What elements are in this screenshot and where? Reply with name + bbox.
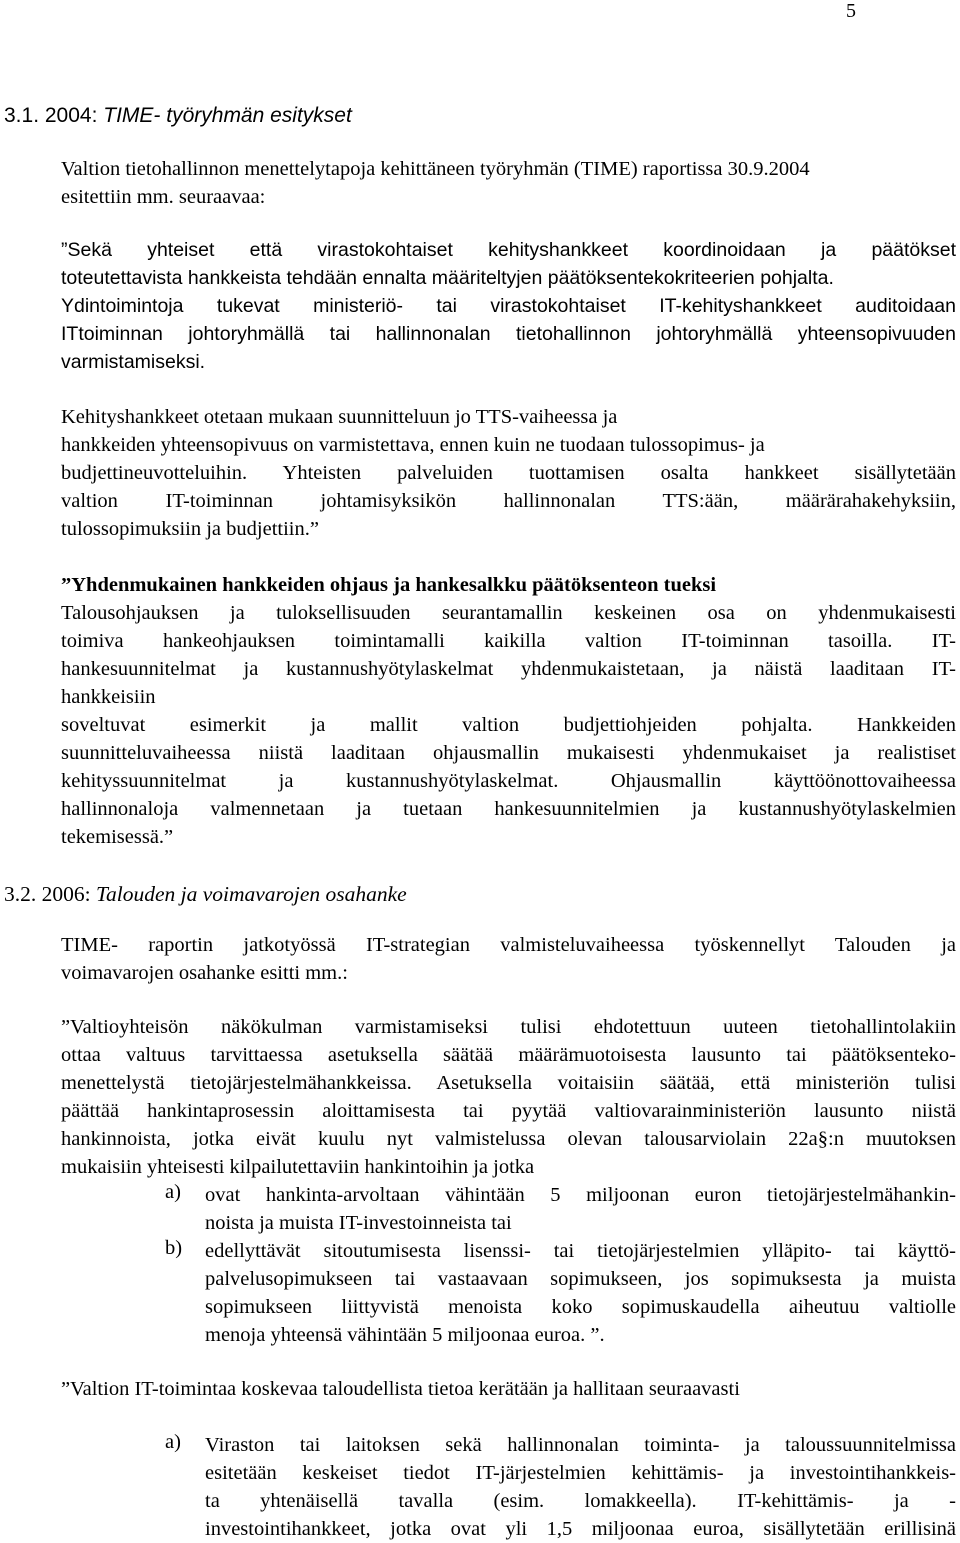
text-line: Kehityshankkeet otetaan mukaan suunnitteluun jo TTS-vaiheessa ja — [61, 406, 618, 428]
section-3-1-title: TIME- työryhmän esitykset — [103, 104, 352, 127]
text-line: voimavarojen osahanke esitti mm.: — [61, 962, 348, 984]
text-line: ”Valtion IT-toimintaa koskevaa taloudellista tietoa kerätään ja hallitaan seuraavasti — [61, 1378, 740, 1400]
page-number: 5 — [846, 0, 856, 22]
text-line: menettelystä tietojärjestelmähankkeissa. Asetuksella voitaisiin säätää, että ministeriön tulisi — [61, 1072, 956, 1094]
section-3-1-heading — [4, 104, 352, 128]
section-3-2-intro — [61, 931, 956, 987]
section-3-1-quote — [61, 236, 956, 376]
text-line: noista ja muista IT-investoinneista tai — [205, 1212, 512, 1234]
text-line: TIME- raportin jatkotyössä IT-strategian valmisteluvaiheessa työskennellyt Talouden ja — [61, 934, 956, 956]
text-line: tekemisessä.” — [61, 826, 174, 848]
text-line: ITtoiminnan johtoryhmällä tai hallinnonalan tietohallinnon johtoryhmällä yhteensopivuuden — [61, 323, 956, 345]
text-line: mukaisiin yhteisesti kilpailutettaviin hankintoihin ja jotka — [61, 1156, 535, 1178]
text-line: hankinnoista, jotka eivät kuulu nyt valmistelussa olevan talousarviolain 22a§:n muutoksen — [61, 1128, 956, 1150]
section-3-1-paragraph — [61, 403, 956, 543]
text-line: budjettineuvotteluihin. Yhteisten palveluiden tuottamisen osalta hankkeet sisällytetään — [61, 462, 956, 484]
text-line: ”Valtioyhteisön näkökulman varmistamiseksi tulisi ehdotettuun uuteen tietohallintolakiin — [61, 1016, 956, 1038]
text-line: hankesuunnitelmat ja kustannushyötylaskelmat yhdenmukaistetaan, ja näistä laaditaan IT- — [61, 658, 956, 680]
list-marker: a) — [165, 1181, 181, 1203]
text-line: investointihankkeet, jotka ovat yli 1,5 miljoonaa euroa, sisällytetään erillisinä — [205, 1518, 956, 1540]
text-line: Valtion tietohallinnon menettelytapoja kehittäneen työryhmän (TIME) raportissa 30.9.2004 — [61, 158, 810, 180]
section-3-2-list-2 — [165, 1431, 956, 1543]
text-line: ovat hankinta-arvoltaan vähintään 5 miljoonan euron tietojärjestelmähankin- — [205, 1184, 956, 1206]
text-line: edellyttävät sitoutumisesta lisenssi- tai tietojärjestelmien ylläpito- tai käyttö- — [205, 1240, 956, 1262]
text-line: suunnitteluvaiheessa niistä laaditaan ohjausmallin mukaisesti yhdenmukaiset ja realistiset — [61, 742, 956, 764]
text-line: Ydintoimintoja tukevat ministeriö- tai virastokohtaiset IT-kehityshankkeet auditoidaan — [61, 295, 956, 317]
list-marker: a) — [165, 1431, 181, 1453]
section-3-2-title: Talouden ja voimavarojen osahanke — [95, 882, 407, 906]
text-line: esitetään keskeiset tiedot IT-järjestelmien kehittämis- ja investointihankkeis- — [205, 1462, 956, 1484]
section-3-2-list — [165, 1181, 956, 1349]
text-line: sopimukseen liittyvistä menoista koko sopimuskaudella aiheutuu valtiolle — [205, 1296, 956, 1318]
text-line: Viraston tai laitoksen sekä hallinnonalan toiminta- ja taloussuunnitelmissa — [205, 1434, 956, 1456]
list-item — [165, 1431, 956, 1543]
text-line: menoja yhteensä vähintään 5 miljoonaa euroa. ”. — [205, 1324, 605, 1346]
section-3-2-quote — [61, 1013, 956, 1181]
section-3-2-heading — [4, 882, 407, 907]
section-3-1-subsection — [61, 571, 956, 851]
section-3-2-quote-2 — [61, 1375, 956, 1403]
section-3-2-number: 3.2. 2006: — [4, 882, 91, 906]
text-line: päättää hankintaprosessin aloittamisesta tai pyytää valtiovarainministeriön lausunto niistä — [61, 1100, 956, 1122]
text-line: tulossopimuksiin ja budjettiin.” — [61, 518, 319, 540]
section-3-1-intro — [61, 155, 956, 211]
text-line: palvelusopimukseen tai vastaavaan sopimukseen, jos sopimuksesta ja muista — [205, 1268, 956, 1290]
text-line: hankkeiden yhteensopivuus on varmistettava, ennen kuin ne tuodaan tulossopimus- ja — [61, 434, 765, 456]
text-line: kehityssuunnitelmat ja kustannushyötylaskelmat. Ohjausmallin käyttöönottovaiheessa — [61, 770, 956, 792]
text-line: ta yhtenäisellä tavalla (esim. lomakkeella). IT-kehittämis- ja - — [205, 1490, 956, 1512]
text-line: toteutettavista hankkeista tehdään ennalta määriteltyjen päätöksentekokriteerien pohjalta. — [61, 267, 834, 289]
list-item — [165, 1181, 956, 1237]
subsection-heading: ”Yhdenmukainen hankkeiden ohjaus ja hankesalkku päätöksenteon tueksi — [61, 574, 717, 596]
text-line: soveltuvat esimerkit ja mallit valtion budjettiohjeiden pohjalta. Hankkeiden — [61, 714, 956, 736]
text-line: varmistamiseksi. — [61, 351, 206, 373]
section-3-1-number: 3.1. 2004: — [4, 104, 98, 127]
list-item — [165, 1237, 956, 1349]
text-line: valtion IT-toiminnan johtamisyksikön hallinnonalan TTS:ään, määrärahakehyksiin, — [61, 490, 956, 512]
text-line: ”Sekä yhteiset että virastokohtaiset kehityshankkeet koordinoidaan ja päätökset — [61, 239, 956, 261]
text-line: Talousohjauksen ja tuloksellisuuden seurantamallin keskeinen osa on yhdenmukaisesti — [61, 602, 956, 624]
list-marker: b) — [165, 1237, 183, 1259]
text-line: hallinnonaloja valmennetaan ja tuetaan hankesuunnitelmien ja kustannushyötylaskelmien — [61, 798, 956, 820]
text-line: toimiva hankeohjauksen toimintamalli kaikilla valtion IT-toiminnan tasoilla. IT- — [61, 630, 956, 652]
text-line: esitettiin mm. seuraavaa: — [61, 186, 266, 208]
text-line: hankkeisiin — [61, 686, 156, 708]
text-line: ottaa valtuus tarvittaessa asetuksella säätää määrämuotoisesta lausunto tai päätöksenteko- — [61, 1044, 956, 1066]
